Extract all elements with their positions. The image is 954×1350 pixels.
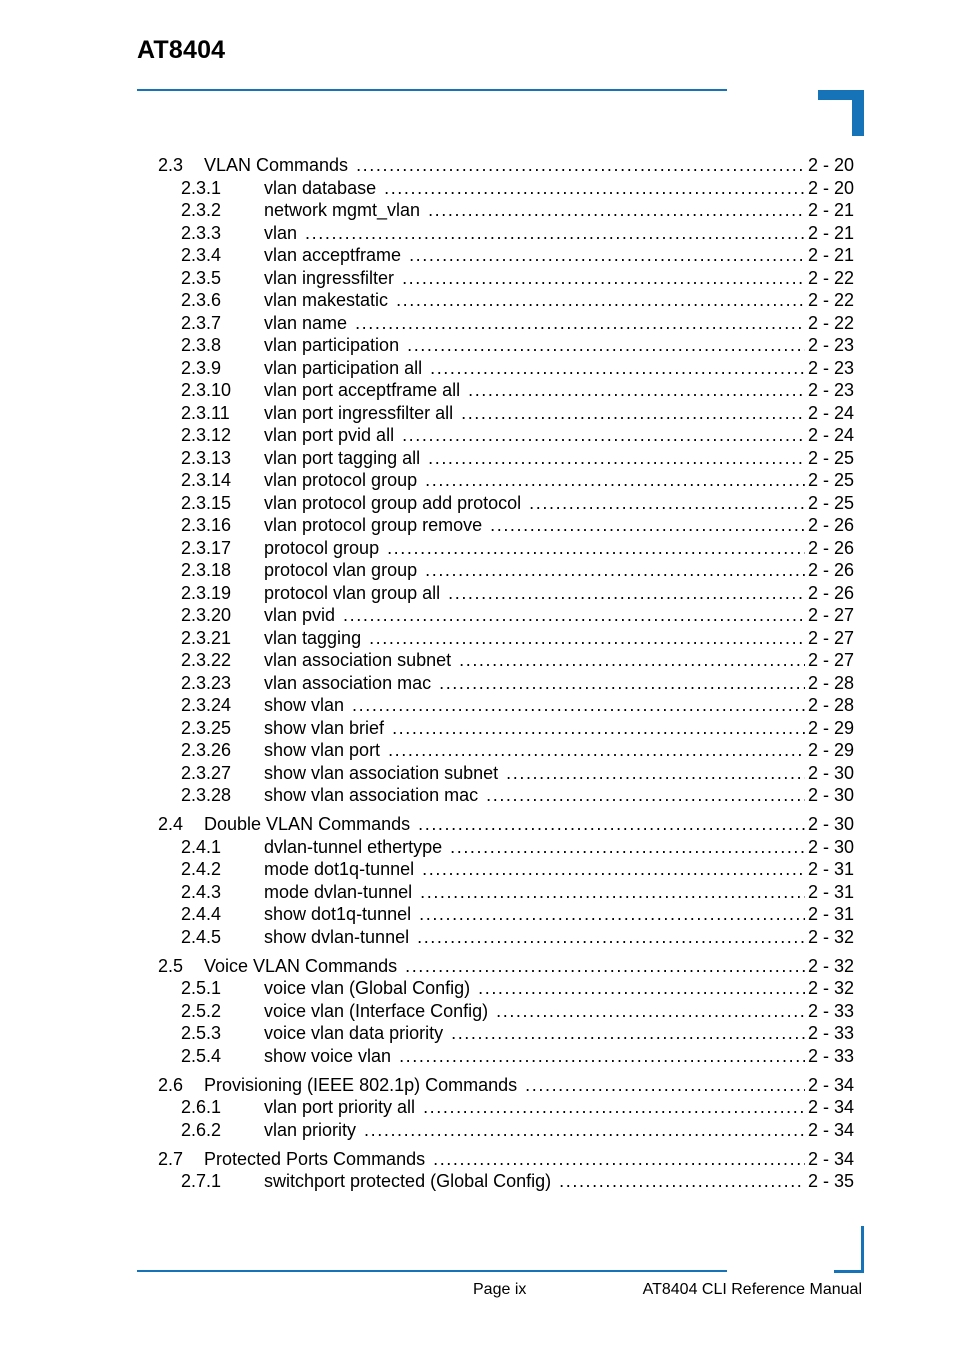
toc-entry-page: 2 - 31 xyxy=(807,859,854,879)
dot-leader xyxy=(409,244,805,267)
toc-entry-page: 2 - 34 xyxy=(807,1148,854,1169)
toc-entry-title: voice vlan (Global Config) xyxy=(264,978,471,998)
toc-entry-title: vlan port acceptframe all xyxy=(264,380,461,400)
toc-entry-number: 2.7 xyxy=(158,1148,184,1169)
toc-subsection-entry[interactable] xyxy=(158,977,854,1000)
toc-entry-page: 2 - 25 xyxy=(807,470,854,490)
toc-subsection-entry[interactable] xyxy=(158,514,854,537)
dot-leader xyxy=(369,627,805,650)
dot-leader xyxy=(450,836,805,859)
dot-leader xyxy=(392,717,805,740)
dot-leader xyxy=(356,154,805,177)
dot-leader xyxy=(352,694,805,717)
toc-entry-page: 2 - 25 xyxy=(807,492,854,513)
toc-entry-title: vlan priority xyxy=(264,1119,357,1140)
toc-subsection-entry[interactable] xyxy=(158,1096,854,1119)
dot-leader xyxy=(430,357,805,380)
toc-subsection-entry[interactable] xyxy=(158,604,854,627)
toc-entry-number: 2.3.21 xyxy=(181,627,232,648)
toc-entry-title: show vlan association subnet xyxy=(264,762,499,783)
dot-leader xyxy=(559,1170,805,1193)
footer-rule xyxy=(137,1270,727,1272)
toc-entry-page: 2 - 32 xyxy=(807,926,854,947)
toc-entry-number: 2.4.3 xyxy=(181,881,222,902)
toc-entry-number: 2.4.2 xyxy=(181,859,222,879)
toc-entry-title: vlan protocol group xyxy=(264,470,418,490)
toc-entry-number: 2.4 xyxy=(158,814,184,834)
toc-entry-title: vlan makestatic xyxy=(264,290,389,310)
toc-subsection-entry[interactable] xyxy=(158,694,854,717)
toc-subsection-entry[interactable] xyxy=(158,762,854,785)
toc-entry-page: 2 - 32 xyxy=(807,978,854,998)
dot-leader xyxy=(459,649,805,672)
toc-entry-number: 2.4.4 xyxy=(181,904,222,924)
toc-entry-number: 2.4.1 xyxy=(181,836,222,857)
toc-entry-number: 2.6.1 xyxy=(181,1097,222,1117)
toc-entry-number: 2.6 xyxy=(158,1074,184,1095)
dot-leader xyxy=(402,424,805,447)
toc-subsection-entry[interactable] xyxy=(158,717,854,740)
toc-entry-number: 2.3.24 xyxy=(181,695,232,715)
toc-entry-page: 2 - 26 xyxy=(807,515,854,535)
toc-section-entry[interactable] xyxy=(158,813,854,836)
toc-subsection-entry[interactable] xyxy=(158,424,854,447)
toc-subsection-entry[interactable] xyxy=(158,469,854,492)
toc-entry-number: 2.6.2 xyxy=(181,1119,222,1140)
dot-leader xyxy=(388,739,805,762)
toc-entry-title: vlan port tagging all xyxy=(264,447,421,468)
toc-entry-page: 2 - 30 xyxy=(807,836,854,857)
toc-section-group xyxy=(158,1074,854,1142)
toc-subsection-entry[interactable] xyxy=(158,836,854,859)
toc-entry-number: 2.3.14 xyxy=(181,470,232,490)
toc-entry-page: 2 - 24 xyxy=(807,402,854,423)
toc-entry-page: 2 - 27 xyxy=(807,650,854,670)
toc-entry-number: 2.7.1 xyxy=(181,1171,222,1191)
dot-leader xyxy=(419,903,805,926)
toc-entry-title: vlan association subnet xyxy=(264,650,452,670)
toc-entry-number: 2.3.28 xyxy=(181,785,232,805)
toc-subsection-entry[interactable] xyxy=(158,244,854,267)
toc-entry-number: 2.3.25 xyxy=(181,717,232,738)
toc-entry-number: 2.3.26 xyxy=(181,740,232,760)
toc-entry-number: 2.3.12 xyxy=(181,425,232,445)
toc-entry-number: 2.3.18 xyxy=(181,560,232,580)
toc-subsection-entry[interactable] xyxy=(158,312,854,335)
toc-subsection-entry[interactable] xyxy=(158,537,854,560)
toc-entry-title: protocol group xyxy=(264,537,380,558)
toc-entry-page: 2 - 29 xyxy=(807,717,854,738)
toc-subsection-entry[interactable] xyxy=(158,784,854,807)
toc-entry-page: 2 - 30 xyxy=(807,814,854,834)
toc-subsection-entry[interactable] xyxy=(158,379,854,402)
toc-entry-page: 2 - 31 xyxy=(807,881,854,902)
toc-subsection-entry[interactable] xyxy=(158,1119,854,1142)
toc-entry-number: 2.3.8 xyxy=(181,335,222,355)
dot-leader xyxy=(305,222,805,245)
toc-subsection-entry[interactable] xyxy=(158,267,854,290)
toc-section-entry[interactable] xyxy=(158,1148,854,1171)
dot-leader xyxy=(396,289,805,312)
toc-entry-title: show vlan xyxy=(264,695,345,715)
toc-entry-page: 2 - 29 xyxy=(807,740,854,760)
toc-entry-number: 2.5.2 xyxy=(181,1000,222,1021)
dot-leader xyxy=(418,813,805,836)
toc-subsection-entry[interactable] xyxy=(158,582,854,605)
toc-entry-number: 2.3.10 xyxy=(181,380,232,400)
dot-leader xyxy=(525,1074,805,1097)
toc-entry-page: 2 - 27 xyxy=(807,627,854,648)
toc-entry-page: 2 - 34 xyxy=(807,1119,854,1140)
dot-leader xyxy=(428,199,805,222)
dot-leader xyxy=(490,514,805,537)
toc-entry-page: 2 - 31 xyxy=(807,904,854,924)
toc-entry-number: 2.3.7 xyxy=(181,312,222,333)
toc-entry-title: vlan pvid xyxy=(264,605,336,625)
toc-entry-page: 2 - 26 xyxy=(807,537,854,558)
toc-entry-title: vlan ingressfilter xyxy=(264,267,395,288)
toc-section-group xyxy=(158,813,854,948)
toc-entry-number: 2.3.4 xyxy=(181,245,222,265)
toc-entry-title: show dot1q-tunnel xyxy=(264,904,412,924)
toc-entry-title: mode dvlan-tunnel xyxy=(264,881,413,902)
dot-leader xyxy=(506,762,805,785)
dot-leader xyxy=(425,559,805,582)
toc-entry-page: 2 - 26 xyxy=(807,560,854,580)
toc-entry-title: vlan acceptframe xyxy=(264,245,402,265)
toc-entry-number: 2.3.22 xyxy=(181,650,232,670)
toc-entry-title: vlan protocol group add protocol xyxy=(264,492,522,513)
toc-entry-number: 2.3.5 xyxy=(181,267,222,288)
toc-subsection-entry[interactable] xyxy=(158,1022,854,1045)
table-of-contents xyxy=(158,154,854,1193)
toc-subsection-entry[interactable] xyxy=(158,627,854,650)
toc-subsection-entry[interactable] xyxy=(158,672,854,695)
toc-entry-title: Double VLAN Commands xyxy=(204,814,411,834)
dot-leader xyxy=(468,379,805,402)
header-rule xyxy=(137,89,727,91)
dot-leader xyxy=(407,334,805,357)
toc-entry-title: vlan port ingressfilter all xyxy=(264,402,454,423)
toc-section-group xyxy=(158,154,854,807)
dot-leader xyxy=(364,1119,805,1142)
toc-entry-page: 2 - 21 xyxy=(807,222,854,243)
toc-entry-number: 2.3.11 xyxy=(181,402,230,423)
toc-entry-number: 2.3.9 xyxy=(181,357,222,378)
toc-entry-page: 2 - 35 xyxy=(807,1171,854,1191)
toc-entry-page: 2 - 28 xyxy=(807,672,854,693)
toc-entry-title: voice vlan (Interface Config) xyxy=(264,1000,489,1021)
toc-entry-title: show voice vlan xyxy=(264,1045,392,1066)
toc-subsection-entry[interactable] xyxy=(158,289,854,312)
toc-entry-number: 2.3.2 xyxy=(181,200,222,220)
toc-subsection-entry[interactable] xyxy=(158,334,854,357)
toc-subsection-entry[interactable] xyxy=(158,447,854,470)
toc-entry-number: 2.3.23 xyxy=(181,672,232,693)
toc-subsection-entry[interactable] xyxy=(158,1000,854,1023)
toc-subsection-entry[interactable] xyxy=(158,858,854,881)
toc-entry-page: 2 - 25 xyxy=(807,447,854,468)
dot-leader xyxy=(420,881,805,904)
dot-leader xyxy=(355,312,805,335)
toc-section-group xyxy=(158,955,854,1068)
toc-subsection-entry[interactable] xyxy=(158,649,854,672)
dot-leader xyxy=(433,1148,805,1171)
toc-entry-page: 2 - 33 xyxy=(807,1045,854,1066)
toc-entry-page: 2 - 28 xyxy=(807,695,854,715)
dot-leader xyxy=(428,447,805,470)
toc-subsection-entry[interactable] xyxy=(158,199,854,222)
toc-entry-title: show vlan port xyxy=(264,740,381,760)
toc-subsection-entry[interactable] xyxy=(158,1045,854,1068)
toc-entry-title: vlan participation xyxy=(264,335,400,355)
page-number: Page ix xyxy=(473,1281,527,1298)
toc-entry-page: 2 - 23 xyxy=(807,357,854,378)
toc-subsection-entry[interactable] xyxy=(158,1170,854,1193)
toc-entry-title: vlan protocol group remove xyxy=(264,515,483,535)
toc-entry-title: dvlan-tunnel ethertype xyxy=(264,836,443,857)
toc-entry-page: 2 - 22 xyxy=(807,290,854,310)
toc-entry-title: mode dot1q-tunnel xyxy=(264,859,415,879)
toc-subsection-entry[interactable] xyxy=(158,402,854,425)
toc-entry-number: 2.3.27 xyxy=(181,762,232,783)
dot-leader xyxy=(384,177,805,200)
toc-entry-title: switchport protected (Global Config) xyxy=(264,1171,552,1191)
toc-section-group xyxy=(158,1148,854,1193)
toc-entry-number: 2.3.20 xyxy=(181,605,232,625)
toc-entry-title: VLAN Commands xyxy=(204,155,349,175)
dot-leader xyxy=(405,955,805,978)
toc-entry-page: 2 - 21 xyxy=(807,245,854,265)
dot-leader xyxy=(451,1022,805,1045)
toc-section-entry[interactable] xyxy=(158,955,854,978)
bottom-corner-mark xyxy=(834,1226,864,1273)
toc-entry-number: 2.3.13 xyxy=(181,447,232,468)
dot-leader xyxy=(439,672,805,695)
dot-leader xyxy=(417,926,805,949)
toc-entry-title: network mgmt_vlan xyxy=(264,200,421,220)
toc-subsection-entry[interactable] xyxy=(158,881,854,904)
toc-entry-page: 2 - 22 xyxy=(807,267,854,288)
toc-subsection-entry[interactable] xyxy=(158,903,854,926)
toc-subsection-entry[interactable] xyxy=(158,177,854,200)
toc-entry-title: vlan port priority all xyxy=(264,1097,416,1117)
toc-section-entry[interactable] xyxy=(158,1074,854,1097)
toc-entry-title: vlan database xyxy=(264,177,377,198)
toc-entry-title: protocol vlan group all xyxy=(264,582,441,603)
toc-entry-title: vlan participation all xyxy=(264,357,423,378)
dot-leader xyxy=(422,858,805,881)
toc-entry-number: 2.5.4 xyxy=(181,1045,222,1066)
toc-entry-title: Protected Ports Commands xyxy=(204,1148,426,1169)
toc-entry-page: 2 - 20 xyxy=(807,155,854,175)
toc-entry-number: 2.5 xyxy=(158,955,184,976)
toc-entry-page: 2 - 27 xyxy=(807,605,854,625)
toc-entry-page: 2 - 32 xyxy=(807,955,854,976)
toc-entry-title: show vlan association mac xyxy=(264,785,479,805)
dot-leader xyxy=(486,784,805,807)
toc-entry-number: 2.3.15 xyxy=(181,492,232,513)
toc-entry-title: Voice VLAN Commands xyxy=(204,955,398,976)
toc-entry-number: 2.3.1 xyxy=(181,177,222,198)
toc-subsection-entry[interactable] xyxy=(158,559,854,582)
toc-subsection-entry[interactable] xyxy=(158,222,854,245)
toc-entry-title: Provisioning (IEEE 802.1p) Commands xyxy=(204,1074,518,1095)
toc-entry-number: 2.3 xyxy=(158,155,184,175)
toc-subsection-entry[interactable] xyxy=(158,739,854,762)
toc-section-entry[interactable] xyxy=(158,154,854,177)
toc-entry-page: 2 - 33 xyxy=(807,1023,854,1043)
toc-entry-number: 2.5.1 xyxy=(181,978,222,998)
toc-entry-title: vlan association mac xyxy=(264,672,432,693)
toc-entry-number: 2.3.6 xyxy=(181,290,222,310)
toc-entry-page: 2 - 21 xyxy=(807,200,854,220)
toc-entry-number: 2.3.3 xyxy=(181,222,222,243)
toc-subsection-entry[interactable] xyxy=(158,492,854,515)
toc-entry-page: 2 - 22 xyxy=(807,312,854,333)
toc-subsection-entry[interactable] xyxy=(158,357,854,380)
toc-entry-number: 2.3.16 xyxy=(181,515,232,535)
toc-entry-page: 2 - 24 xyxy=(807,425,854,445)
dot-leader xyxy=(461,402,805,425)
dot-leader xyxy=(448,582,805,605)
dot-leader xyxy=(387,537,805,560)
toc-entry-page: 2 - 20 xyxy=(807,177,854,198)
toc-entry-title: vlan name xyxy=(264,312,348,333)
toc-entry-title: show vlan brief xyxy=(264,717,385,738)
toc-entry-number: 2.3.17 xyxy=(181,537,232,558)
toc-subsection-entry[interactable] xyxy=(158,926,854,949)
toc-entry-page: 2 - 34 xyxy=(807,1074,854,1095)
toc-entry-title: vlan tagging xyxy=(264,627,362,648)
toc-entry-page: 2 - 34 xyxy=(807,1097,854,1117)
toc-entry-title: protocol vlan group xyxy=(264,560,418,580)
dot-leader xyxy=(399,1045,805,1068)
toc-entry-number: 2.4.5 xyxy=(181,926,222,947)
dot-leader xyxy=(402,267,805,290)
dot-leader xyxy=(343,604,805,627)
toc-entry-number: 2.3.19 xyxy=(181,582,232,603)
toc-entry-title: vlan port pvid all xyxy=(264,425,395,445)
dot-leader xyxy=(529,492,805,515)
toc-entry-page: 2 - 26 xyxy=(807,582,854,603)
toc-entry-number: 2.5.3 xyxy=(181,1023,222,1043)
toc-entry-page: 2 - 23 xyxy=(807,380,854,400)
toc-entry-title: vlan xyxy=(264,222,298,243)
document-title: AT8404 xyxy=(137,36,226,64)
manual-title: AT8404 CLI Reference Manual xyxy=(642,1281,862,1298)
dot-leader xyxy=(496,1000,805,1023)
toc-entry-page: 2 - 30 xyxy=(807,785,854,805)
toc-entry-page: 2 - 23 xyxy=(807,335,854,355)
dot-leader xyxy=(423,1096,805,1119)
toc-entry-page: 2 - 30 xyxy=(807,762,854,783)
dot-leader xyxy=(425,469,805,492)
dot-leader xyxy=(478,977,805,1000)
toc-entry-title: show dvlan-tunnel xyxy=(264,926,410,947)
toc-entry-page: 2 - 33 xyxy=(807,1000,854,1021)
toc-entry-title: voice vlan data priority xyxy=(264,1023,444,1043)
top-corner-mark xyxy=(818,90,864,136)
